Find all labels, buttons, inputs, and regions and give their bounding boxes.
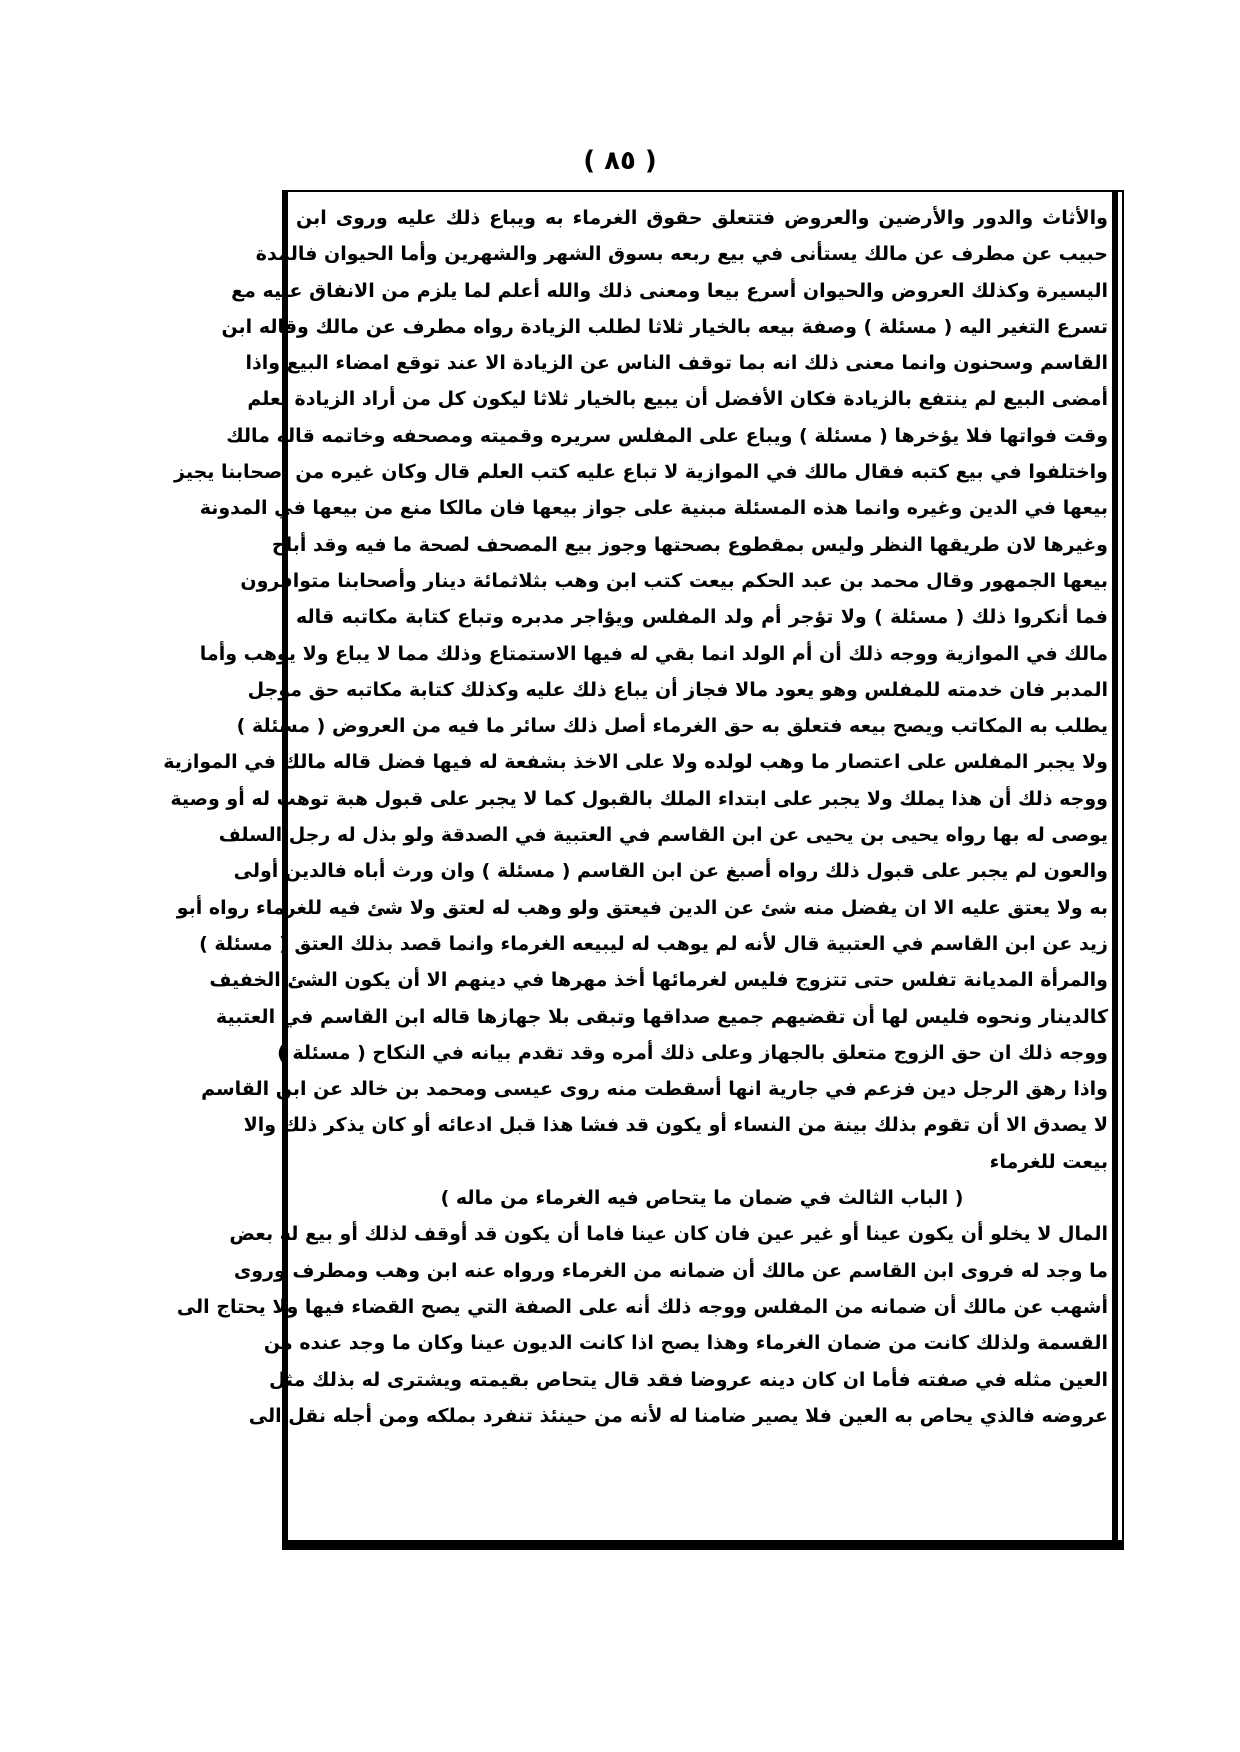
text-line: واذا رهق الرجل دين فزعم في جارية انها أسقطت منه روى عيسى ومحمد بن خالد عن ابن القاسم: [201, 1078, 1108, 1101]
text-line: ولا يجبر المفلس على اعتصار ما وهب لولده ولا على الاخذ بشفعة له فيها فضل قاله مالك في الموازية: [163, 751, 1108, 774]
text-line: المال لا يخلو أن يكون عينا أو غير عين فان كان عينا فاما أن يكون قد أوقف لذلك أو بيع له بعض: [229, 1223, 1108, 1246]
text-line: فما أنكروا ذلك ( مسئلة ) ولا تؤجر أم ولد المفلس ويؤاجر مدبره وتباع كتابة مكاتبه قاله: [296, 606, 1108, 629]
text-line: ووجه ذلك ان حق الزوج متعلق بالجهاز وعلى ذلك أمره وقد تقدم بيانه في النكاح ( مسئلة ): [277, 1041, 1108, 1064]
text-line: ووجه ذلك أن هذا يملك ولا يجبر على ابتداء الملك بالقبول كما لا يجبر على قبول هبة توهب له أو وصية: [170, 787, 1108, 810]
text-body: [163, 200, 1108, 1434]
text-line: والمرأة المديانة تفلس حتى تتزوج فليس لغرمائها أخذ مهرها في دينهم الا أن يكون الشئ الخفيف: [209, 969, 1108, 992]
text-line: يوصى له بها رواه يحيى بن يحيى عن ابن القاسم في العتبية في الصدقة ولو بذل له رجل السلف: [218, 824, 1108, 847]
text-line: القاسم وسحنون وانما معنى ذلك انه بما توقف الناس عن الزيادة الا عند توقع امضاء البيع واذا: [245, 352, 1108, 375]
text-line: واختلفوا في بيع كتبه فقال مالك في الموازية لا تباع عليه كتب العلم قال وكان غيره من أصحابنا يجيز: [174, 461, 1108, 484]
text-line: مالك في الموازية ووجه ذلك أن أم الولد انما بقي له فيها الاستمتاع وذلك مما لا يباع ولا يوهب وأما: [199, 642, 1108, 665]
text-line: تسرع التغير اليه ( مسئلة ) وصفة بيعه بالخيار ثلاثا لطلب الزيادة رواه مطرف عن مالك وقاله ابن: [221, 315, 1108, 338]
text-line: ما وجد له فروى ابن القاسم عن مالك أن ضمانه من الغرماء ورواه عنه ابن وهب ومطرف وروى: [233, 1259, 1108, 1282]
text-line: القسمة ولذلك كانت من ضمان الغرماء وهذا يصح اذا كانت الديون عينا وكان ما وجد عنده من: [263, 1332, 1108, 1355]
text-line: بيعها الجمهور وقال محمد بن عبد الحكم بيعت كتب ابن وهب بثلاثمائة دينار وأصحابنا متوافرون: [240, 569, 1108, 592]
text-line: به ولا يعتق عليه الا ان يفضل منه شئ عن الدين فيعتق ولو وهب له لعتق ولا شئ فيه للغرماء رواه أبو: [176, 896, 1108, 919]
frame-bottom-rule: [282, 1540, 1124, 1548]
text-line: المدبر فان خدمته للمفلس وهو يعود مالا فجاز أن يباع ذلك عليه وكذلك كتابة مكاتبه حق مؤجل: [247, 678, 1108, 701]
text-line: وقت فواتها فلا يؤخرها ( مسئلة ) ويباع على المفلس سريره وقميته ومصحفه وخاتمه قاله مالك: [226, 424, 1108, 447]
page-number: ( ٨٥ ): [583, 146, 657, 176]
frame-right-rule: [1112, 190, 1118, 1550]
text-line: حبيب عن مطرف عن مالك يستأنى في بيع ربعه بسوق الشهر والشهرين وأما الحيوان فالمدة: [255, 243, 1108, 266]
text-line: العين مثله في صفته فأما ان كان دينه عروضا فقد قال يتحاص بقيمته ويشترى له بذلك مثل: [268, 1368, 1108, 1391]
text-line: أمضى البيع لم ينتفع بالزيادة فكان الأفضل أن يبيع بالخيار ثلاثا ليكون كل من أراد الزيادة يعلم: [247, 388, 1108, 411]
text-line: والأثاث والدور والأرضين والعروض فتتعلق حقوق الغرماء به ويباع ذلك عليه وروى ابن: [296, 207, 1108, 229]
text-line: بيعها في الدين وغيره وانما هذه المسئلة مبنية على جواز بيعها فان مالكا منع من بيعها في المدونة: [199, 497, 1108, 520]
chapter-heading: ( الباب الثالث في ضمان ما يتحاص فيه الغرماء من ماله ): [440, 1187, 964, 1210]
text-line: أشهب عن مالك أن ضمانه من المفلس ووجه ذلك أنه على الصفة التي يصح القضاء فيها ولا يحتاج الى: [176, 1295, 1108, 1318]
text-line: بيعت للغرماء: [989, 1150, 1108, 1173]
text-line: يطلب به المكاتب ويصح بيعه فتعلق به حق الغرماء أصل ذلك سائر ما فيه من العروض ( مسئلة ): [236, 715, 1108, 738]
text-line: لا يصدق الا أن تقوم بذلك بينة من النساء أو يكون قد فشا هذا قبل ادعائه أو كان يذكر ذلك والا: [243, 1114, 1108, 1137]
text-line: وغيرها لان طريقها النظر وليس بمقطوع بصحتها وجوز بيع المصحف لصحة ما فيه وقد أباح: [271, 533, 1108, 556]
text-line: عروضه فالذي يحاص به العين فلا يصير ضامنا له لأنه من حينئذ تنفرد بملكه ومن أجله نقل الى: [248, 1404, 1108, 1427]
text-line: كالدينار ونحوه فليس لها أن تقضيهم جميع صداقها وتبقى بلا جهازها قاله ابن القاسم في العتبية: [215, 1005, 1108, 1028]
text-line: زيد عن ابن القاسم في العتبية قال لأنه لم يوهب له ليبيعه الغرماء وانما قصد بذلك العتق ( مسئلة ): [199, 932, 1108, 955]
text-line: والعون لم يجبر على قبول ذلك رواه أصبغ عن ابن القاسم ( مسئلة ) وان ورث أباه فالدين أولى: [233, 860, 1108, 883]
text-line: اليسيرة وكذلك العروض والحيوان أسرع بيعا ومعنى ذلك والله أعلم لما يلزم من الانفاق عليه مع: [231, 279, 1108, 302]
